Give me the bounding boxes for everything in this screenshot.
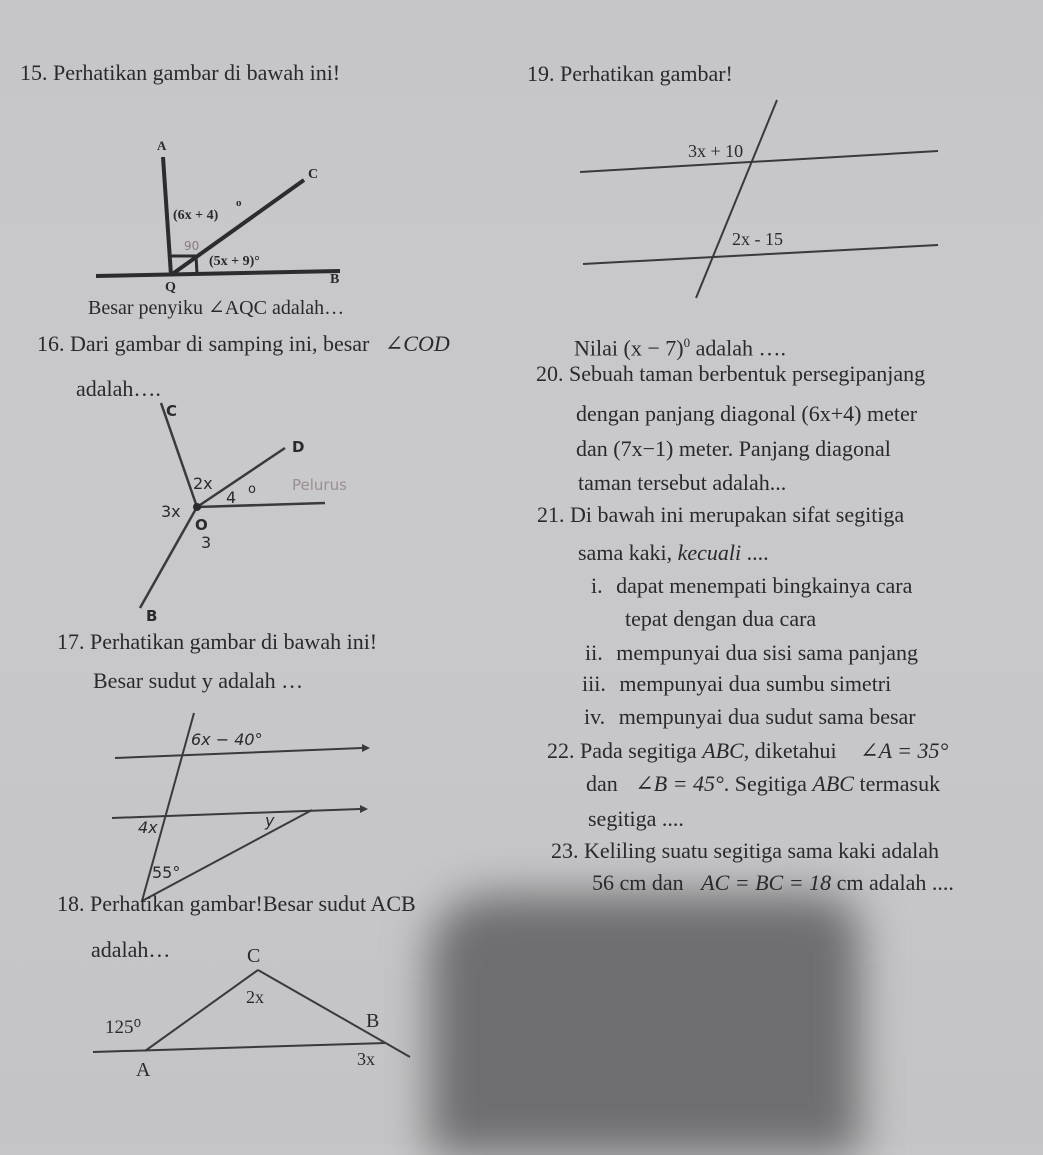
svg-text:Pelurus: Pelurus <box>292 476 347 494</box>
option-marker: i. <box>591 573 603 598</box>
svg-text:2x - 15: 2x - 15 <box>732 229 783 249</box>
q17-number: 17. <box>57 629 85 654</box>
q23-line-2 <box>592 872 954 894</box>
q15-number: 15. <box>20 60 48 85</box>
q19-prompt-suffix: adalah …. <box>695 335 786 361</box>
svg-text:2x: 2x <box>193 474 213 493</box>
q21-emphasis: kecuali <box>677 540 742 565</box>
q22-triangle: ABC <box>702 738 744 763</box>
q19-exponent: 0 <box>683 335 691 350</box>
svg-text:3x + 10: 3x + 10 <box>688 141 744 161</box>
q20-line-3: dan (7x−1) meter. Panjang diagonal <box>576 436 891 461</box>
svg-text:D: D <box>292 438 305 456</box>
q22-angle-b: ∠B = 45° <box>635 771 724 796</box>
q16-number: 16. <box>37 331 65 356</box>
svg-text:3x: 3x <box>161 502 181 521</box>
q16-prompt: adalah…. <box>76 376 161 401</box>
q22-text-segitiga: . Segitiga <box>723 771 807 796</box>
q22-line-1 <box>547 740 948 762</box>
q22-line-2 <box>586 773 940 795</box>
svg-text:4: 4 <box>226 488 237 507</box>
q19-prompt-prefix: Nilai <box>574 335 618 361</box>
svg-text:125⁰: 125⁰ <box>105 1017 142 1038</box>
q23-equation: AC = BC = 18 <box>701 870 832 895</box>
svg-text:(5x + 9)°: (5x + 9)° <box>209 254 260 269</box>
q21-text-2: sama kaki, <box>578 540 673 565</box>
q15-prompt: Besar penyiku ∠AQC adalah… <box>88 297 345 319</box>
q20-line-2: dengan panjang diagonal (6x+4) meter <box>576 401 918 426</box>
svg-text:y: y <box>265 811 275 830</box>
q18-prompt: adalah… <box>91 937 171 962</box>
q22-number: 22. <box>547 738 575 763</box>
svg-text:A: A <box>136 1059 151 1081</box>
option-text: mempunyai dua sisi sama panjang <box>616 640 919 665</box>
svg-text:A: A <box>157 138 167 153</box>
q20-text: Sebuah taman berbentuk persegipanjang <box>569 361 926 386</box>
q23-number: 23. <box>551 838 579 863</box>
option-text: dapat menempati bingkainya cara <box>616 573 913 598</box>
q21-option-i <box>591 575 912 597</box>
svg-text:(6x + 4): (6x + 4) <box>173 208 219 223</box>
q23-text-suffix: cm adalah .... <box>836 870 954 895</box>
q22-text: Pada segitiga <box>580 738 697 763</box>
q23-text: Keliling suatu segitiga sama kaki adalah <box>584 838 939 863</box>
option-text: mempunyai dua sumbu simetri <box>619 671 892 696</box>
svg-text:55°: 55° <box>152 863 181 882</box>
q20-line-4: taman tersebut adalah... <box>578 470 787 495</box>
q15-title: Perhatikan gambar di bawah ini! <box>53 60 341 85</box>
q20-number: 20. <box>536 361 564 386</box>
svg-text:2x: 2x <box>246 987 264 1007</box>
svg-text:C: C <box>308 167 319 182</box>
q23-text-prefix: 56 cm dan <box>592 870 684 895</box>
svg-text:B: B <box>330 272 340 287</box>
option-marker: ii. <box>585 640 603 665</box>
option-text: mempunyai dua sudut sama besar <box>618 704 916 729</box>
q19-title: Perhatikan gambar! <box>560 61 733 86</box>
q21-line-1 <box>537 504 904 526</box>
q17-title: Perhatikan gambar di bawah ini! <box>90 629 378 654</box>
q21-option-ii <box>585 642 918 664</box>
q19-prompt <box>574 336 786 359</box>
svg-text:o: o <box>236 197 242 209</box>
q19-number: 19. <box>527 61 555 86</box>
q22-line-3: segitiga .... <box>588 806 684 831</box>
svg-text:C: C <box>166 402 178 420</box>
q22-text-mid: , diketahui <box>743 738 837 763</box>
option-marker: iv. <box>584 704 606 729</box>
q21-line-2 <box>578 542 769 564</box>
svg-text:Q: Q <box>165 280 176 295</box>
svg-text:90: 90 <box>184 239 200 253</box>
q22-angle-a: ∠A = 35° <box>860 738 949 763</box>
option-marker: iii. <box>582 671 606 696</box>
q21-text: Di bawah ini merupakan sifat segitiga <box>570 502 905 527</box>
q21-option-iv <box>584 706 916 728</box>
q22-text-termasuk: termasuk <box>859 771 941 796</box>
q21-option-i-cont: tepat dengan dua cara <box>625 606 817 631</box>
q16-angle-name: ∠COD <box>384 331 450 356</box>
q22-text-dan: dan <box>586 771 618 796</box>
q16-title: Dari gambar di samping ini, besar <box>70 331 370 356</box>
q19-expression: (x − 7) <box>623 335 684 361</box>
svg-text:B: B <box>366 1010 380 1032</box>
svg-text:3: 3 <box>201 533 212 552</box>
q18-title: Perhatikan gambar!Besar sudut ACB <box>90 891 416 916</box>
svg-text:6x − 40°: 6x − 40° <box>191 730 263 749</box>
q23-line-1 <box>551 840 939 862</box>
svg-text:o: o <box>248 482 256 497</box>
q20-line-1 <box>536 363 925 385</box>
svg-text:3x: 3x <box>357 1049 375 1069</box>
q17-prompt: Besar sudut y adalah … <box>93 668 304 693</box>
svg-text:4x: 4x <box>138 818 158 837</box>
q21-option-iii <box>582 673 891 695</box>
svg-text:B: B <box>146 607 158 625</box>
svg-text:C: C <box>247 945 261 967</box>
q21-ellipsis: .... <box>746 540 769 565</box>
q22-triangle-2: ABC <box>812 771 854 796</box>
q18-number: 18. <box>57 891 85 916</box>
q21-number: 21. <box>537 502 565 527</box>
svg-text:O: O <box>195 516 208 534</box>
